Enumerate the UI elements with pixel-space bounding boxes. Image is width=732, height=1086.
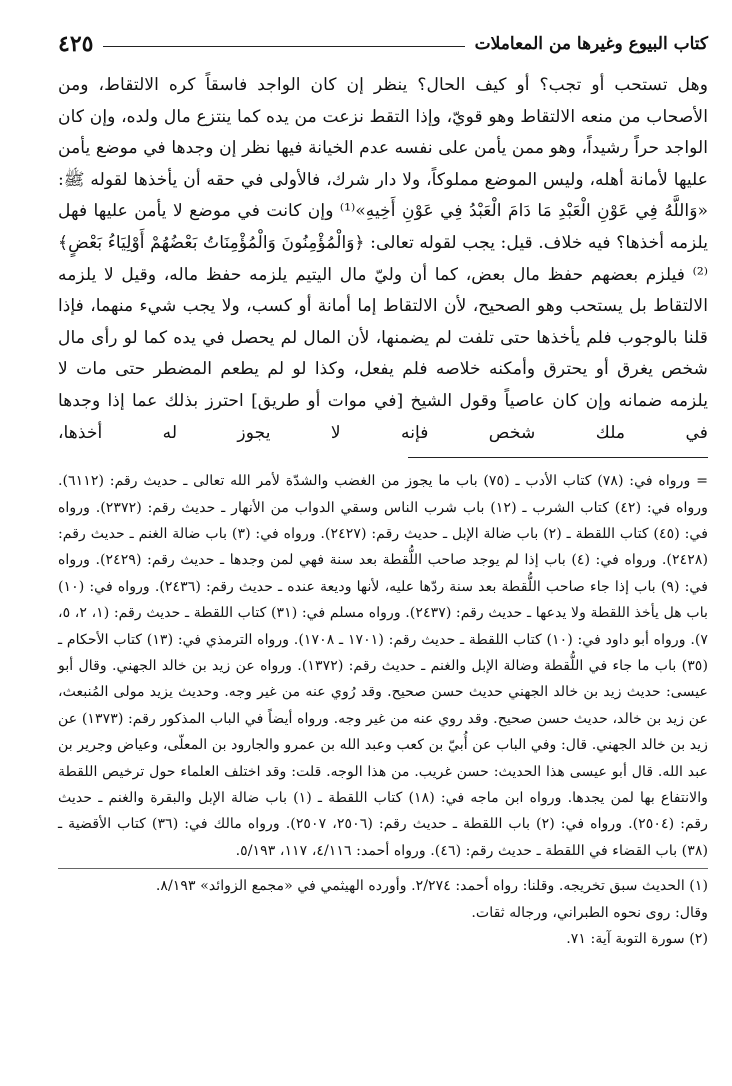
running-header xyxy=(58,22,708,66)
footnote-block xyxy=(58,868,708,952)
footnote-1-line-2: وقال: روى نحوه الطبراني، ورجاله ثقات. xyxy=(471,904,708,921)
footnote-separator xyxy=(408,457,708,458)
paragraph: وهل تستحب أو تجب؟ أو كيف الحال؟ ينظر إن كان الواجد فاسقاً كره الالتقاط، ومن الأصحاب من منعه الالتقاط وهو قويّ، وإذا التقط نزعت من يده كما ينتزع مال ولده، وإن كان الواجد حراً رشيداً، وهو ممن يأمن على نفسه عدم الخيانة فيها نظر إن وجدها في موضع يأمن عليها لأمانة أهله، وليس الموضع مملوكاً، ولا دار شرك، فالأولى في حقه أن يأخذها لقوله ﷺ: «وَاللَّهُ فِي عَوْنِ الْعَبْدِ مَا دَامَ الْعَبْدُ فِي عَوْنِ أَخِيهِ»⁽¹⁾ وإن كانت في موضع لا يأمن عليها فهل يلزمه أخذها؟ فيه خلاف. قيل: يجب لقوله تعالى: ﴿وَالْمُؤْمِنُونَ وَالْمُؤْمِنَاتُ بَعْضُهُمْ أَوْلِيَاءُ بَعْضٍ﴾⁽²⁾ فيلزم بعضهم حفظ مال بعض، كما أن وليّ مال اليتيم يلزمه حفظ ماله، وقيل لا يلزمه الالتقاط بل يستحب وهو الصحيح، لأن الالتقاط إما أمانة أو كسب، ولا يجب شيء منهما، فإذا قلنا بالوجوب فلم يأخذها حتى تلفت لم يضمنها، لأن المال لم يحصل في يده كما لو رأى مال شخص يغرق أو يحترق وأمكنه خلاصه فلم يفعل، وكذا لو لم يطعم المضطر حتى مات لا يلزمه ضمانه وإن كان عاصياً وقول الشيخ [في موات أو طريق] احترز بذلك عما إذا وجدها في ملك شخص فإنه لا يجوز له أخذها، xyxy=(58,75,709,443)
footnote-2: (٢) سورة التوبة آية: ٧١. xyxy=(566,931,708,948)
footnotes xyxy=(58,468,708,952)
header-title: كتاب البيوع وغيرها من المعاملات xyxy=(474,34,708,54)
header-rule xyxy=(103,46,464,47)
main-text xyxy=(58,70,708,449)
footnote-continued: = ورواه في: (٧٨) كتاب الأدب ـ (٧٥) باب ما يجوز من الغضب والشدّة لأمر الله تعالى ـ حديث رقم: (٦١١٢). ورواه في: (٤٢) كتاب الشرب ـ (١٢) باب شرب الناس وسقي الدواب من الأنهار ـ حديث رقم: (٢٣٧٢). ورواه في: (٤٥) كتاب اللقطة ـ (٢) باب ضالة الإبل ـ حديث رقم: (٢٤٢٧). ورواه في: (٣) باب ضالة الغنم ـ حديث رقم: (٢٤٢٨). ورواه في: (٤) باب إذا لم يوجد صاحب اللُّقطة بعد سنة فهي لمن وجدها ـ حديث رقم: (٢٤٢٩). ورواه في: (٩) باب إذا جاء صاحب اللُّقطة بعد سنة ردّها عليه، لأنها وديعة عنده ـ حديث رقم: (٢٤٣٦). ورواه في: (١٠) باب هل يأخذ اللقطة ولا يدعها ـ حديث رقم: (٢٤٣٧). ورواه مسلم في: (٣١) كتاب اللقطة ـ حديث رقم: (١، ٢، ٥، ٧). ورواه أبو داود في: (١٠) كتاب اللقطة ـ حديث رقم: (١٧٠١ ـ ١٧٠٨). ورواه الترمذي في: (١٣) كتاب الأحكام ـ (٣٥) باب ما جاء في اللُّقطة وضالة الإبل والغنم ـ حديث رقم: (١٣٧٢). ورواه عن زيد بن خالد الجهني. وقال أبو عيسى: حديث زيد بن خالد الجهني حديث حسن صحيح. وقد رُوي عنه من غير وجه. وحديث يزيد مولى المُنبعث، عن زيد بن خالد، حديث حسن صحيح. وقد روي عنه من غير وجه. ورواه أيضاً في الباب المذكور رقم: (١٣٧٣) عن زيد بن خالد الجهني. قال: وفي الباب عن أُبيّ بن كعب وعبد الله بن عمرو والجارود بن المعلّى، وعياض وجرير بن عبد الله. قال أبو عيسى هذا الحديث: حسن غريب. من هذا الوجه. قلت: وقد اختلف العلماء حول ترخيص اللقطة والانتفاع بها لمن يجدها. ورواه ابن ماجه في: (١٨) كتاب اللقطة ـ (١) باب ضالة الإبل والبقرة والغنم ـ حديث رقم: (٢٥٠٤). ورواه في: (٢) باب اللقطة ـ حديث رقم: (٢٥٠٦، ٢٥٠٧). ورواه مالك في: (٣٦) كتاب الأقضية ـ (٣٨) باب القضاء في اللقطة ـ حديث رقم: (٤٦). ورواه أحمد: ٤/١١٦، ١١٧، ٥/١٩٣. xyxy=(58,473,709,859)
book-page xyxy=(58,22,708,1062)
footnote-1-line-1: (١) الحديث سبق تخريجه. وقلنا: رواه أحمد: ٢/٢٧٤. وأورده الهيثمي في «مجمع الزوائد» ٨/١٩٣. xyxy=(155,878,708,895)
page-number: ٤٢٥ xyxy=(58,31,94,57)
